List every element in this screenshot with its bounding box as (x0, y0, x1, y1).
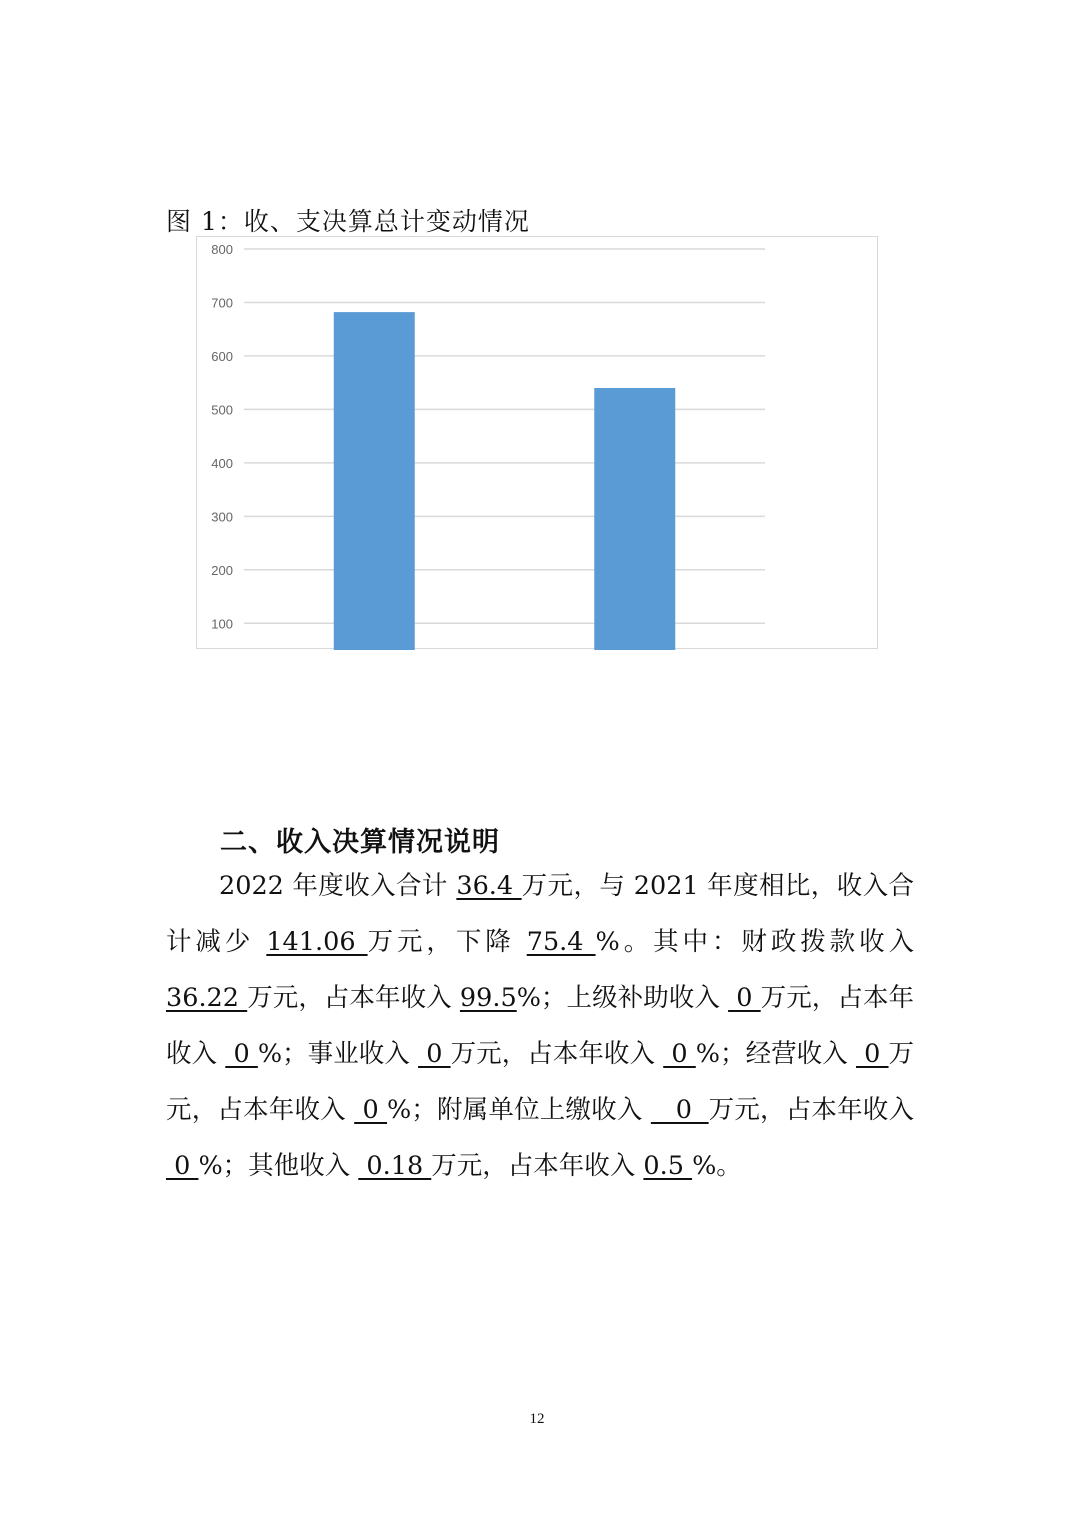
underlined-value: 75.4 (526, 927, 596, 957)
paragraph-text: 万元，与 2021 年度相比，收入合计减少 (166, 871, 915, 957)
paragraph-text: %。其中：财政拨款收入 (595, 927, 915, 957)
paragraph-text: %；其他收入 (198, 1151, 359, 1181)
y-tick-label: 700 (211, 295, 233, 311)
underlined-value: 0 (418, 1039, 451, 1069)
paragraph-text: 万元，占本年收入 (166, 1039, 915, 1125)
bar-chart-svg (197, 237, 879, 650)
underlined-value: 99.5 (459, 983, 517, 1013)
bar-2 (594, 388, 675, 650)
paragraph-text: 2022 年度收入合计 (219, 871, 457, 901)
figure-caption: 图 1：收、支决算总计变动情况 (166, 207, 530, 236)
page-number: 12 (529, 1411, 545, 1427)
paragraph-text: %；事业收入 (257, 1039, 419, 1069)
underlined-value: 0 (855, 1039, 889, 1069)
paragraph-text: 万元，占本年收入 (247, 983, 460, 1013)
y-tick-label: 100 (211, 616, 233, 632)
underlined-value: 0.5 (643, 1151, 693, 1181)
underlined-value: 0 (650, 1095, 709, 1125)
paragraph-text: 万元，占本年收入 (450, 1039, 664, 1069)
paragraph-text: 万元，占本年收入 (166, 983, 915, 1069)
y-tick-label: 300 (211, 509, 233, 525)
section-heading: 二、收入决算情况说明 (220, 827, 500, 858)
paragraph-text: 万元，下降 (367, 927, 527, 957)
underlined-value: 36.22 (166, 983, 248, 1013)
underlined-value: 141.06 (266, 927, 368, 957)
underlined-value: 0.18 (358, 1151, 432, 1181)
underlined-value: 0 (166, 1151, 199, 1181)
paragraph-text: %；经营收入 (695, 1039, 856, 1069)
paragraph-text: 万元，占本年收入 (431, 1151, 644, 1181)
y-tick-label: 400 (211, 455, 233, 471)
paragraph-text: 万元，占本年收入 (708, 1095, 915, 1125)
underlined-value: 0 (728, 983, 761, 1013)
underlined-value: 0 (354, 1095, 388, 1125)
paragraph-text: %；上级补助收入 (516, 983, 729, 1013)
y-tick-label: 600 (211, 348, 233, 364)
y-tick-label: 200 (211, 562, 233, 578)
y-tick-label: 800 (211, 242, 233, 257)
underlined-value: 0 (663, 1039, 696, 1069)
underlined-value: 0 (225, 1039, 258, 1069)
underlined-value: 36.4 (456, 871, 522, 901)
y-tick-label: 500 (211, 402, 233, 418)
income-paragraph (166, 858, 914, 1194)
bar-1 (334, 312, 415, 650)
paragraph-text: %。 (692, 1151, 742, 1181)
bar-chart (196, 236, 878, 649)
paragraph-text: %；附属单位上缴收入 (387, 1095, 651, 1125)
